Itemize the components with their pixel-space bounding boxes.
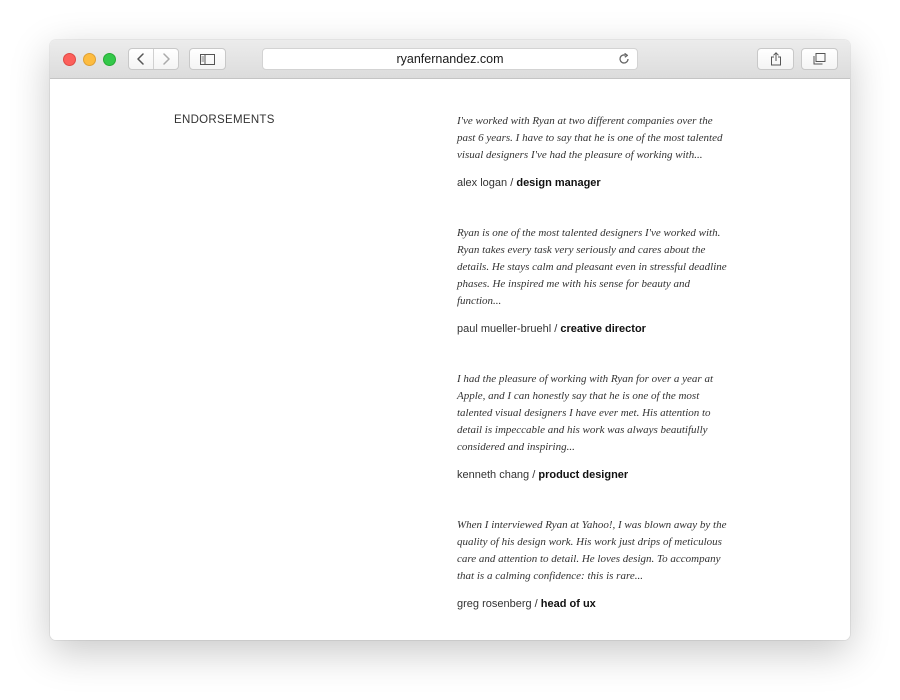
history-nav-group: [128, 48, 179, 70]
attribution-separator: /: [532, 469, 536, 481]
zoom-window-button[interactable]: [103, 53, 116, 66]
endorsement-item: [457, 225, 732, 336]
close-window-button[interactable]: [63, 53, 76, 66]
endorsement-quote: When I interviewed Ryan at Yahoo!, I was blown away by the quality of his design work. His work just drips of meticulous care and attention to detail. He loves design. To accompany that is a calming confidence: this is rare...: [457, 519, 727, 582]
endorsement-attribution: [457, 468, 732, 482]
chevron-left-icon: [136, 53, 146, 65]
endorser-role: head of ux: [540, 598, 596, 610]
endorsement-list: [457, 113, 732, 640]
tab-overview-button[interactable]: [801, 48, 838, 70]
page-content: [50, 79, 850, 640]
sidebar-toggle-button[interactable]: [189, 48, 226, 70]
endorsement-quote: Ryan is one of the most talented designers I've worked with. Ryan takes every task very seriously and cares about the details. He stays calm and pleasant even in stressful deadline phases. He inspired me with his sense for beauty and function...: [457, 227, 727, 307]
endorsement-quote: I had the pleasure of working with Ryan for over a year at Apple, and I can honestly say that he is one of the most talented visual designers I have ever met. His attention to detail is impeccable and his work was always beautifully considered and inspiring...: [457, 373, 714, 453]
back-button[interactable]: [129, 49, 153, 69]
browser-window: [50, 40, 850, 640]
browser-toolbar: [50, 40, 850, 79]
section-heading: ENDORSEMENTS: [174, 114, 275, 126]
minimize-window-button[interactable]: [83, 53, 96, 66]
endorsement-item: [457, 113, 732, 190]
endorsement-attribution: [457, 176, 732, 190]
endorsement-attribution: [457, 322, 732, 336]
endorsement-attribution: [457, 597, 732, 611]
attribution-separator: /: [534, 598, 538, 610]
endorser-name: paul mueller-bruehl: [457, 323, 552, 335]
attribution-separator: /: [510, 177, 514, 189]
forward-button[interactable]: [154, 49, 178, 69]
endorser-name: greg rosenberg: [457, 598, 532, 610]
sidebar-icon: [200, 54, 215, 65]
endorsement-item: [457, 371, 732, 482]
attribution-separator: /: [554, 323, 558, 335]
address-bar[interactable]: [262, 48, 638, 70]
endorser-name: alex logan: [457, 177, 508, 189]
endorsement-item: [457, 517, 732, 611]
reload-icon[interactable]: [617, 52, 631, 66]
tabs-overview-icon: [813, 53, 826, 65]
endorsement-quote: I've worked with Ryan at two different companies over the past 6 years. I have to say that he is one of the most talented visual designers I've had the pleasure of working with...: [457, 115, 723, 161]
share-button[interactable]: [757, 48, 794, 70]
endorser-role: product designer: [538, 469, 629, 481]
endorser-name: kenneth chang: [457, 469, 530, 481]
share-icon: [770, 52, 782, 66]
endorser-role: creative director: [560, 323, 646, 335]
endorser-role: design manager: [516, 177, 601, 189]
url-text: ryanfernandez.com: [396, 52, 504, 66]
chevron-right-icon: [161, 53, 171, 65]
